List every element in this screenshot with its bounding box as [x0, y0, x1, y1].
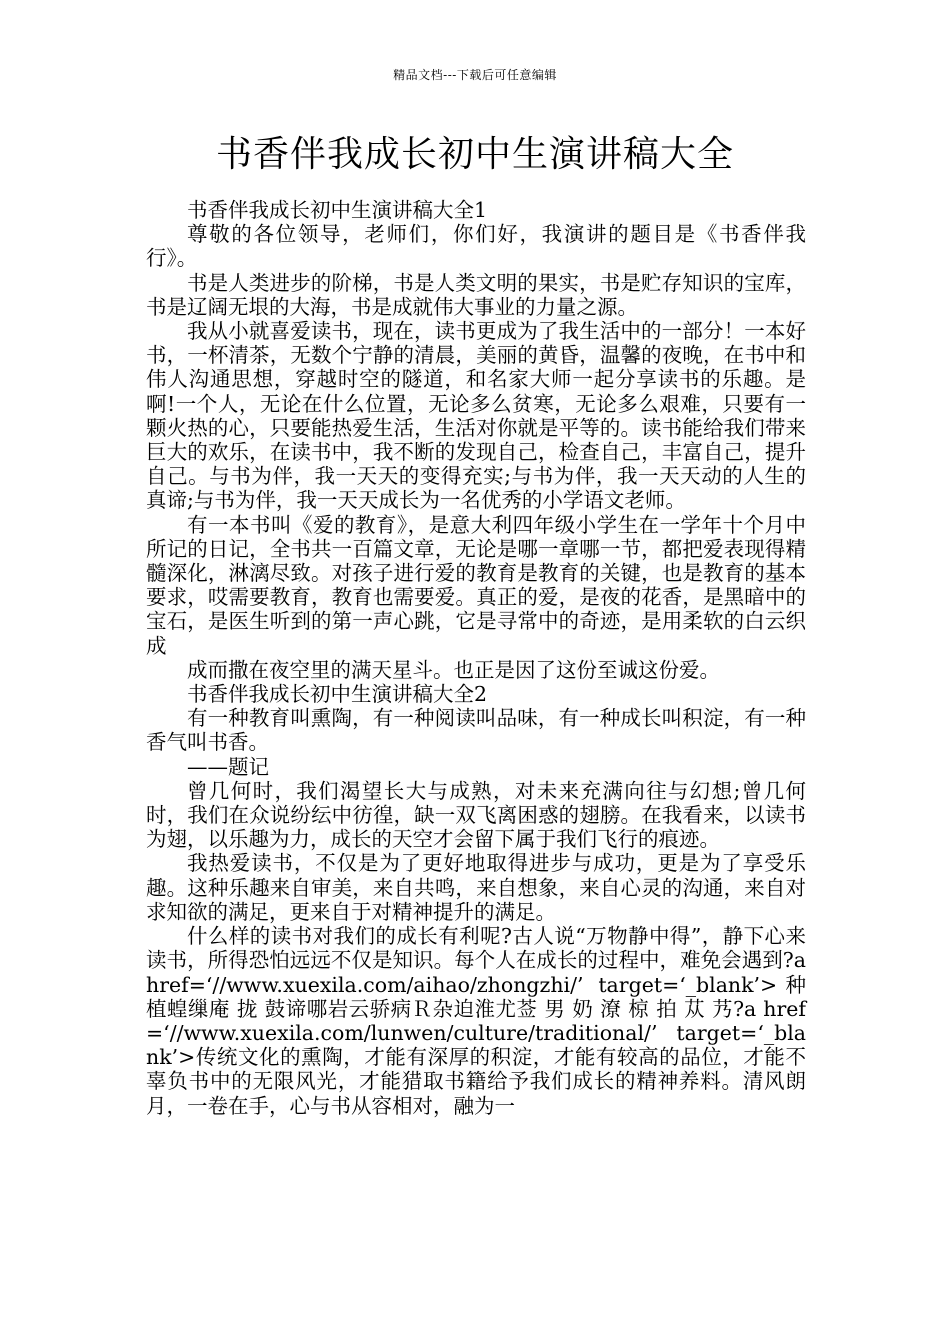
document-title: 书香伴我成长初中生演讲稿大全: [215, 134, 734, 175]
section-heading-2: 书香伴我成长初中生演讲稿大全2: [187, 682, 488, 707]
paragraph: 尊敬的各位领导，老师们，你们好，我演讲的题目是《书香伴我行》。: [146, 222, 806, 271]
epigraph-note: ——题记: [187, 754, 269, 779]
paragraph: 成而撒在夜空里的满天星斗。也正是因了这份至诚这份爱。: [187, 657, 720, 682]
paragraph: 有一本书叫《爱的教育》，是意大利四年级小学生在一学年十个月中所记的日记，全书共一百篇文章，无论是哪一章哪一节，都把爱表现得精髓深化，淋漓尽致。对孩子进行爱的教育是教育的关键，也是教育的基本要求，哎需要教育，教育也需要爱。真正的爱，是夜的花香，是黑暗中的宝石，是医生听到的第一声心跳，它是寻常中的奇迹，是用柔软的白云织成: [146, 512, 806, 658]
paragraph: 有一种教育叫熏陶，有一种阅读叫品味，有一种成长叫积淀，有一种香气叫书香。: [146, 706, 806, 755]
paragraph: 我热爱读书，不仅是为了更好地取得进步与成功，更是为了享受乐趣。这种乐趣来自审美，来自共鸣，来自想象，来自心灵的沟通，来自对求知欲的满足，更来自于对精神提升的满足。: [146, 851, 806, 924]
paragraph: 曾几何时，我们渴望长大与成熟，对未来充满向往与幻想;曾几何时，我们在众说纷纭中彷徨，缺一双飞离困惑的翅膀。在我看来，以读书为翅，以乐趣为力，成长的天空才会留下属于我们飞行的痕迹。: [146, 778, 806, 852]
paragraph: 什么样的读书对我们的成长有利呢?古人说“万物静中得”，静下心来读书，所得恐怕远远不仅是知识。每个人在成长的过程中，难免会遇到?a href=‘//www.xuexila.com/aihao/zhongzhi/’ target=‘_blank’>种植蝗缫庵 拢 鼓谛哪岩云骄病Ｒ杂迫淮尤莶 男 奶 潦 椋 拍 苁 艿?a href=‘//www.xuexila.com/lunwen/culture/traditional/’ target=‘_blank’>传统文化的熏陶，才能有深厚的积淀，才能有较高的品位，才能不辜负书中的无限风光，才能猎取书籍给予我们成长的精神养料。清风朗月，一卷在手，心与书从容相对，融为一: [146, 924, 806, 1118]
page-header-note: 精品文档---下载后可任意编辑: [393, 68, 557, 82]
section-heading-1: 书香伴我成长初中生演讲稿大全1: [187, 198, 488, 222]
document-body: [146, 198, 806, 1118]
paragraph: 书是人类进步的阶梯，书是人类文明的果实，书是贮存知识的宝库，书是辽阔无垠的大海，书是成就伟大事业的力量之源。: [146, 270, 806, 319]
paragraph: 我从小就喜爱读书，现在，读书更成为了我生活中的一部分！一本好书，一杯清茶，无数个宁静的清晨，美丽的黄昏，温馨的夜晚，在书中和伟人沟通思想，穿越时空的隧道，和名家大师一起分享读书的乐趣。是啊!一个人，无论在什么位置，无论多么贫寒，无论多么艰难，只要有一颗火热的心，只要能热爱生活，生活对你就是平等的。读书能给我们带来巨大的欢乐，在读书中，我不断的发现自己，检查自己，丰富自己，提升自己。与书为伴，我一天天的变得充实;与书为伴，我一天天动的人生的真谛;与书为伴，我一天天成长为一名优秀的小学语文老师。: [146, 319, 806, 513]
